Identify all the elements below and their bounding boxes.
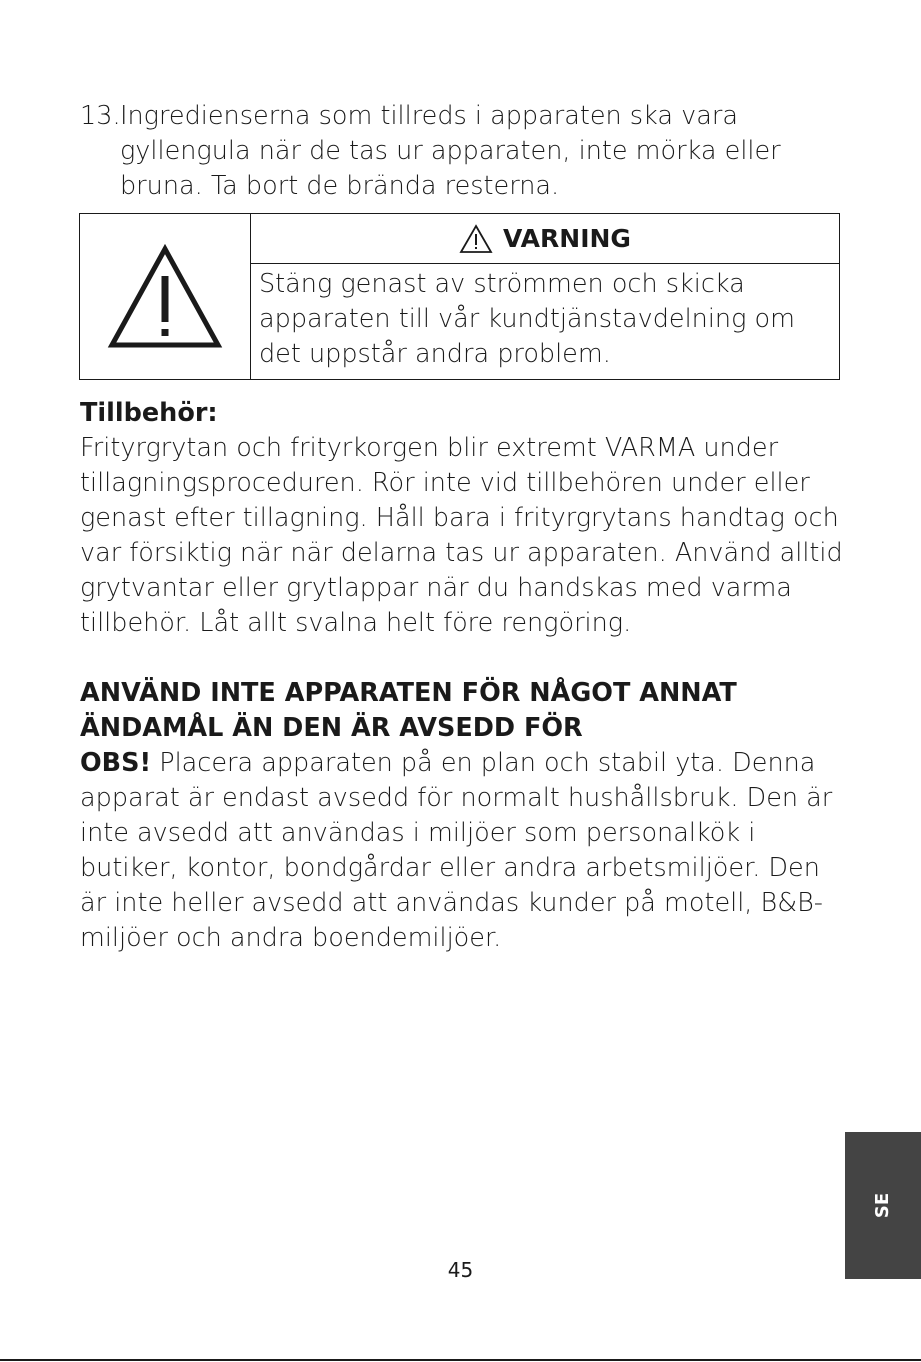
intended-use-heading: ANVÄND INTE APPARATEN FÖR NÅGOT ANNAT ÄNDAMÅL ÄN DEN ÄR AVSEDD FÖR: [80, 678, 737, 743]
list-item-number: 13.: [80, 101, 121, 131]
page-number: 45: [447, 1258, 474, 1282]
warning-box: [79, 213, 840, 380]
accessories-section: [80, 396, 850, 641]
warning-title: VARNING: [503, 224, 631, 253]
language-tab: [845, 1132, 921, 1279]
warning-header: [251, 214, 839, 264]
language-tab-label: SE: [872, 1192, 894, 1219]
obs-text: Placera apparaten på en plan och stabil yta. Denna apparat är endast avsedd för normalt hushållsbruk. Den är inte avsedd att användas i miljöer som personalkök i butiker, kontor, bondgårdar eller andra arbetsmiljöer. Den är inte heller avsedd att användas kunder på motell, B&B-miljöer och andra boendemiljöer.: [80, 748, 833, 953]
page-bottom-border: [0, 1359, 921, 1361]
list-item-13: [80, 99, 850, 204]
warning-icon-cell: [80, 214, 251, 379]
warning-triangle-icon: [107, 244, 223, 350]
warning-text: Stäng genast av strömmen och skicka apparaten till vår kundtjänstavdelning om det uppstår andra problem.: [259, 269, 795, 369]
intended-use-section: [80, 676, 850, 956]
accessories-text: Frityrgrytan och frityrkorgen blir extremt VARMA under tillagningsproceduren. Rör inte vid tillbehören under eller genast efter tillagning. Håll bara i frityrgrytans handtag och var försiktig när när delarna tas ur apparaten. Använd alltid grytvantar eller grytlappar när du handskas med varma tillbehör. Låt allt svalna helt före rengöring.: [80, 433, 843, 638]
list-item-text: Ingredienserna som tillreds i apparaten ska vara gyllengula när de tas ur apparaten, inte mörka eller bruna. Ta bort de brända resterna.: [120, 101, 781, 201]
obs-label: OBS!: [80, 748, 152, 778]
warning-content: [251, 214, 839, 379]
accessories-heading: Tillbehör:: [80, 398, 218, 428]
small-warning-icon: [459, 224, 493, 254]
intended-use-text: [80, 746, 850, 956]
